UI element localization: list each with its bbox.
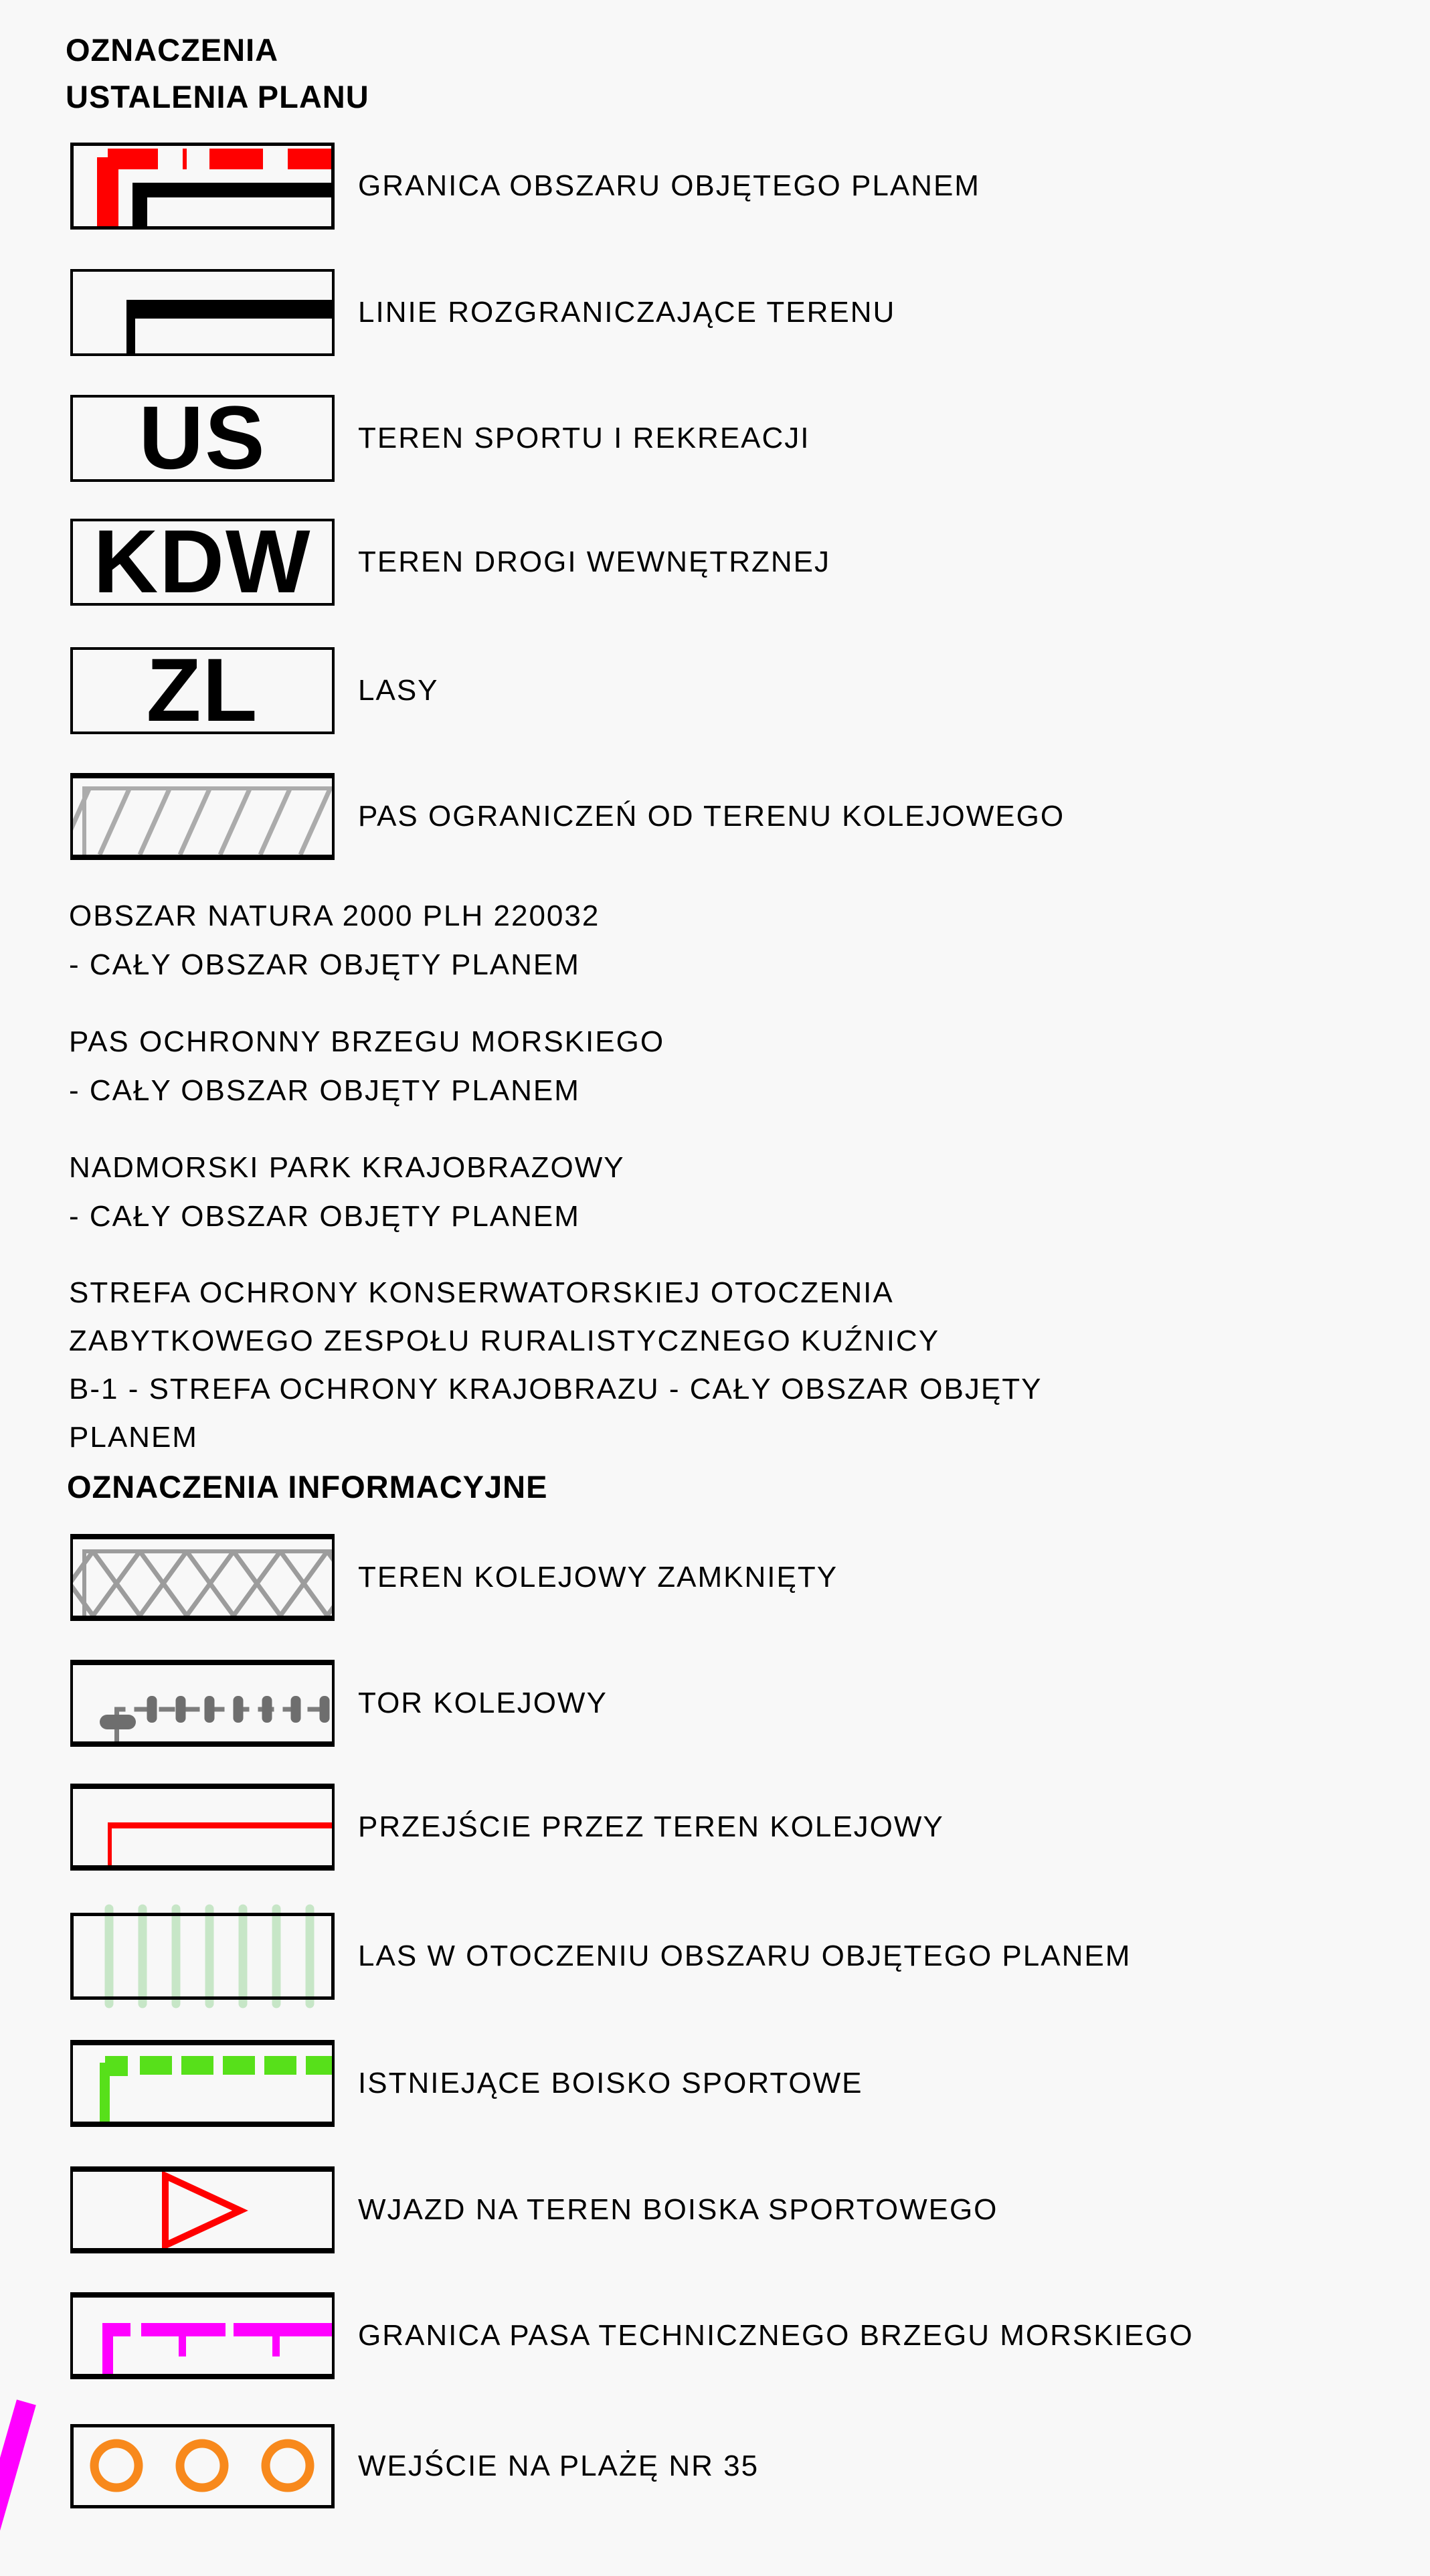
orange-circles-symbol bbox=[70, 2424, 335, 2508]
red-triangle-symbol bbox=[70, 2166, 335, 2253]
note-line: B-1 - STREFA OCHRONY KRAJOBRAZU - CAŁY OBSZAR OBJĘTY bbox=[69, 1373, 1043, 1405]
legend-label: GRANICA OBSZARU OBJĘTEGO PLANEM bbox=[358, 169, 980, 202]
dividing-line-symbol bbox=[70, 269, 335, 356]
zl-code-text: ZL bbox=[146, 640, 259, 740]
legend-row-linie-rozgraniczajace bbox=[70, 269, 895, 356]
note-pas-ochronny bbox=[69, 1017, 664, 1115]
legend-row-las-w-otoczeniu bbox=[70, 1913, 1131, 2000]
legend-label: GRANICA PASA TECHNICZNEGO BRZEGU MORSKIEGO bbox=[358, 2319, 1194, 2352]
section-plan-title-line2: USTALENIA PLANU bbox=[66, 79, 369, 114]
note-strefa-ochrony bbox=[69, 1269, 1042, 1462]
legend-row-teren-kolejowy bbox=[70, 1534, 838, 1621]
legend-row-pas-ograniczen bbox=[70, 773, 1065, 860]
legend-row-granica-obszaru bbox=[70, 143, 980, 230]
note-natura-2000 bbox=[69, 891, 600, 989]
legend-row-wejscie-na-plaze bbox=[70, 2424, 759, 2508]
legend-label: PAS OGRANICZEŃ OD TERENU KOLEJOWEGO bbox=[358, 800, 1065, 833]
legend-label: TEREN DROGI WEWNĘTRZNEJ bbox=[358, 545, 830, 578]
note-line: NADMORSKI PARK KRAJOBRAZOWY bbox=[69, 1151, 625, 1184]
legend-row-wjazd bbox=[70, 2166, 998, 2253]
legend-row-granica-pasa bbox=[70, 2292, 1194, 2379]
note-line: - CAŁY OBSZAR OBJĘTY PLANEM bbox=[69, 948, 580, 981]
note-line: ZABYTKOWEGO ZESPOŁU RURALISTYCZNEGO KUŹNICY bbox=[69, 1324, 940, 1357]
note-line: PLANEM bbox=[69, 1421, 198, 1454]
note-nadmorski-park bbox=[69, 1143, 625, 1241]
red-crossing-symbol bbox=[70, 1784, 335, 1871]
note-line: OBSZAR NATURA 2000 PLH 220032 bbox=[69, 899, 600, 932]
legend-label: TEREN KOLEJOWY ZAMKNIĘTY bbox=[358, 1561, 838, 1594]
symbol-frame bbox=[70, 1913, 335, 2000]
legend-label: LASY bbox=[358, 674, 439, 707]
note-line: PAS OCHRONNY BRZEGU MORSKIEGO bbox=[69, 1025, 665, 1058]
red-crossing-icon bbox=[73, 1789, 332, 1865]
legend-label: TOR KOLEJOWY bbox=[358, 1687, 608, 1719]
legend-row-us bbox=[70, 388, 810, 488]
map-fragment-magenta-line bbox=[0, 2399, 36, 2556]
cross-hatch-icon bbox=[73, 1539, 332, 1616]
green-dashed-icon bbox=[73, 2045, 332, 2122]
legend-label: ISTNIEJĄCE BOISKO SPORTOWE bbox=[358, 2067, 863, 2099]
green-lines-symbol bbox=[70, 1913, 335, 2000]
legend-label: PRZEJŚCIE PRZEZ TEREN KOLEJOWY bbox=[358, 1810, 944, 1843]
legend-row-boisko bbox=[70, 2040, 863, 2127]
diagonal-hatch-symbol bbox=[70, 773, 335, 860]
legend-row-zl bbox=[70, 640, 439, 740]
note-line: - CAŁY OBSZAR OBJĘTY PLANEM bbox=[69, 1074, 580, 1107]
legend-label: LAS W OTOCZENIU OBSZARU OBJĘTEGO PLANEM bbox=[358, 1940, 1132, 1972]
zl-code-box bbox=[70, 640, 335, 740]
note-line: STREFA OCHRONY KONSERWATORSKIEJ OTOCZENIA bbox=[69, 1276, 894, 1309]
legend-label: TEREN SPORTU I REKREACJI bbox=[358, 422, 810, 454]
kdw-code-text: KDW bbox=[93, 512, 312, 612]
section-plan-title-line1: OZNACZENIA bbox=[66, 32, 279, 68]
legend-label: WEJŚCIE NA PLAŻĘ NR 35 bbox=[358, 2450, 759, 2482]
legend-label: WJAZD NA TEREN BOISKA SPORTOWEGO bbox=[358, 2193, 998, 2226]
section-plan-title bbox=[66, 27, 369, 120]
green-dashed-symbol bbox=[70, 2040, 335, 2127]
railway-track-symbol bbox=[70, 1660, 335, 1747]
section-info-title: OZNACZENIA INFORMACYJNE bbox=[67, 1469, 548, 1505]
red-triangle-icon bbox=[73, 2172, 332, 2248]
plan-boundary-icon bbox=[74, 146, 331, 226]
legend-row-przejscie bbox=[70, 1784, 944, 1871]
railway-track-icon bbox=[73, 1665, 332, 1741]
us-code-text: US bbox=[139, 388, 266, 488]
orange-circles-icon bbox=[74, 2427, 331, 2505]
plan-boundary-symbol bbox=[70, 143, 335, 230]
legend-row-kdw bbox=[70, 512, 830, 612]
legend-row-tor-kolejowy bbox=[70, 1660, 608, 1747]
dividing-line-icon bbox=[73, 272, 332, 353]
diagonal-hatch-icon bbox=[73, 778, 332, 855]
magenta-dashed-icon bbox=[73, 2298, 332, 2374]
kdw-code-box bbox=[70, 512, 335, 612]
us-code-box bbox=[70, 388, 335, 488]
legend-label: LINIE ROZGRANICZAJĄCE TERENU bbox=[358, 296, 896, 329]
magenta-dashed-symbol bbox=[70, 2292, 335, 2379]
note-line: - CAŁY OBSZAR OBJĘTY PLANEM bbox=[69, 1200, 580, 1233]
cross-hatch-symbol bbox=[70, 1534, 335, 1621]
